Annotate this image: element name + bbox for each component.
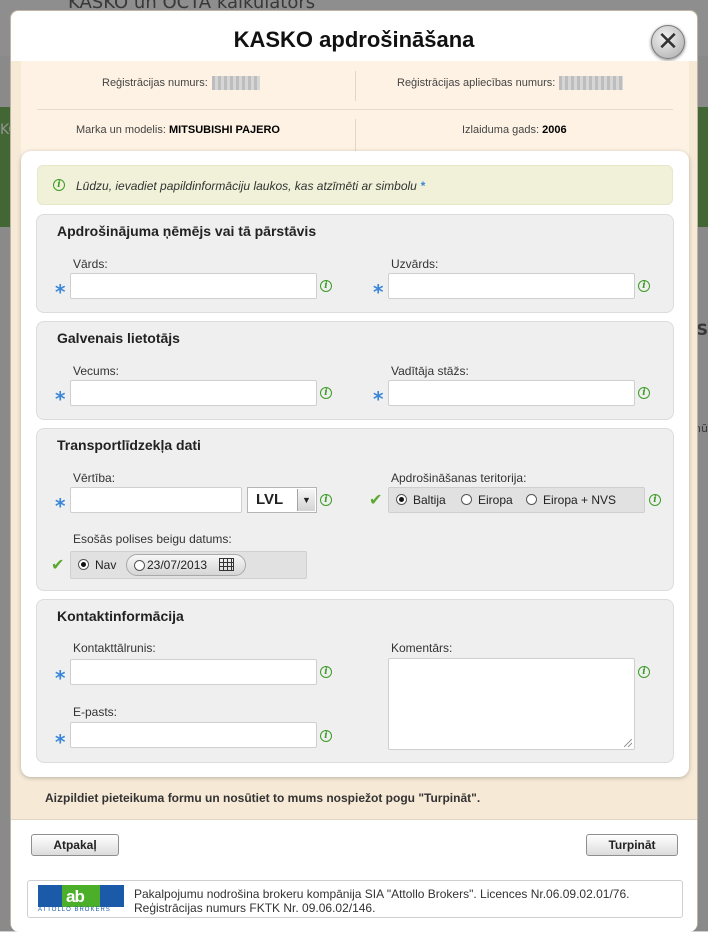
phone-label: Kontakttālrunis: — [73, 641, 156, 655]
policy-end-label: Esošās polises beigu datums: — [73, 532, 232, 546]
vehicle-value-input[interactable] — [70, 487, 242, 513]
comments-textarea[interactable] — [388, 658, 635, 750]
resize-grip-icon[interactable] — [624, 739, 632, 747]
comments-label: Komentārs: — [391, 641, 453, 655]
checkmark-icon: ✔ — [369, 490, 383, 509]
year-label: Izlaiduma gads: — [462, 124, 540, 136]
required-star: * — [55, 387, 66, 411]
manufacture-year — [462, 124, 567, 136]
notice-text — [76, 179, 425, 193]
logo-mark: ab — [66, 887, 84, 906]
section-title: Galvenais lietotājs — [57, 330, 180, 346]
close-icon: ✕ — [657, 27, 679, 57]
currency-value: LVL — [256, 491, 284, 508]
info-icon[interactable]: i — [320, 494, 332, 506]
calendar-icon[interactable] — [219, 558, 234, 571]
close-button[interactable] — [651, 25, 685, 59]
broker-info — [27, 880, 683, 918]
required-star: * — [55, 280, 66, 304]
make-model-label: Marka un modelis: — [76, 124, 166, 136]
info-icon[interactable]: i — [638, 387, 650, 399]
chevron-down-icon[interactable]: ▼ — [297, 489, 315, 511]
section-title: Transportlīdzekļa dati — [57, 437, 201, 453]
required-star: * — [55, 730, 66, 754]
checkmark-icon: ✔ — [51, 555, 65, 574]
divider — [355, 71, 356, 101]
info-icon[interactable]: i — [638, 280, 650, 292]
info-icon[interactable]: i — [638, 666, 650, 678]
info-icon[interactable]: i — [320, 387, 332, 399]
radio-territory-eiropa[interactable] — [461, 494, 472, 505]
divider — [355, 119, 356, 151]
policy-end-radio-group — [70, 551, 307, 579]
currency-select[interactable] — [247, 487, 317, 513]
radio-territory-eiropa-nvs[interactable] — [526, 494, 537, 505]
policy-end-date-value[interactable]: 23/07/2013 — [147, 558, 208, 572]
required-star: * — [55, 494, 66, 518]
info-icon: i — [53, 179, 65, 191]
radio-territory-baltija[interactable] — [396, 494, 407, 505]
policy-end-option-label[interactable]: Nav — [95, 558, 117, 572]
info-icon[interactable]: i — [320, 730, 332, 742]
required-star: * — [420, 179, 425, 193]
modal-footer — [11, 819, 697, 932]
reg-cert-number — [397, 76, 623, 90]
section-main-user — [36, 321, 674, 420]
redacted-value — [559, 76, 623, 90]
info-icon[interactable]: i — [649, 494, 661, 506]
section-vehicle-data — [36, 428, 674, 591]
driving-experience-label: Vadītāja stāžs: — [391, 364, 469, 378]
email-label: E-pasts: — [73, 705, 118, 719]
required-star: * — [55, 666, 66, 690]
section-title: Apdrošinājuma ņēmējs vai tā pārstāvis — [57, 223, 317, 239]
territory-option-label[interactable]: Eiropa + NVS — [543, 493, 617, 507]
first-name-input[interactable] — [70, 273, 317, 299]
broker-text: Pakalpojumu nodrošina brokeru kompānija SIA "Attollo Brokers". Licences Nr.06.09.02.01/76. Reģistrācijas numurs FKTK Nr. 09.06.02/146. — [134, 887, 630, 915]
first-name-label: Vārds: — [73, 257, 108, 271]
info-icon[interactable]: i — [320, 666, 332, 678]
kasko-modal — [10, 10, 698, 931]
reg-number-label: Reģistrācijas numurs: — [102, 76, 208, 89]
modal-title: KASKO apdrošināšana — [233, 27, 475, 52]
last-name-label: Uzvārds: — [391, 257, 439, 271]
driving-experience-input[interactable] — [388, 380, 635, 406]
modal-header — [11, 11, 697, 61]
instruction-text: Aizpildiet pieteikuma formu un nosūtiet to mums nospiežot pogu "Turpināt". — [45, 791, 481, 805]
logo-text: ATTOLLO BROKERS — [38, 907, 111, 913]
attollo-brokers-logo — [38, 885, 124, 915]
year-value: 2006 — [542, 124, 567, 136]
info-icon[interactable]: i — [320, 280, 332, 292]
redacted-value — [212, 76, 260, 90]
phone-input[interactable] — [70, 659, 317, 685]
info-notice — [37, 165, 673, 205]
required-star: * — [373, 280, 384, 304]
make-model-value: MITSUBISHI PAJERO — [168, 124, 280, 136]
reg-cert-label: Reģistrācijas apliecības numurs: — [397, 76, 556, 89]
email-input[interactable] — [70, 722, 317, 748]
last-name-input[interactable] — [388, 273, 635, 299]
section-title: Kontaktinformācija — [57, 608, 184, 624]
back-button[interactable]: Atpakaļ — [31, 834, 119, 856]
make-model — [76, 124, 280, 136]
territory-radio-group — [388, 487, 645, 513]
vehicle-info-band — [21, 61, 689, 159]
divider — [37, 109, 673, 110]
vehicle-value-label: Vērtība: — [73, 471, 116, 485]
radio-policy-date[interactable] — [134, 560, 145, 571]
section-contact-info — [36, 599, 674, 763]
form-panel — [21, 151, 689, 777]
radio-policy-none[interactable] — [78, 559, 89, 570]
age-input[interactable] — [70, 380, 317, 406]
territory-option-label[interactable]: Eiropa — [478, 493, 513, 507]
continue-button[interactable]: Turpināt — [586, 834, 678, 856]
section-insurer — [36, 214, 674, 313]
territory-option-label[interactable]: Baltija — [413, 493, 446, 507]
policy-end-date-pill[interactable] — [126, 554, 246, 576]
reg-number — [102, 76, 260, 90]
required-star: * — [373, 387, 384, 411]
notice-message: Lūdzu, ievadiet papildinformāciju laukos, kas atzīmēti ar simbolu — [76, 179, 417, 193]
age-label: Vecums: — [73, 364, 120, 378]
territory-label: Apdrošināšanas teritorija: — [391, 471, 527, 485]
